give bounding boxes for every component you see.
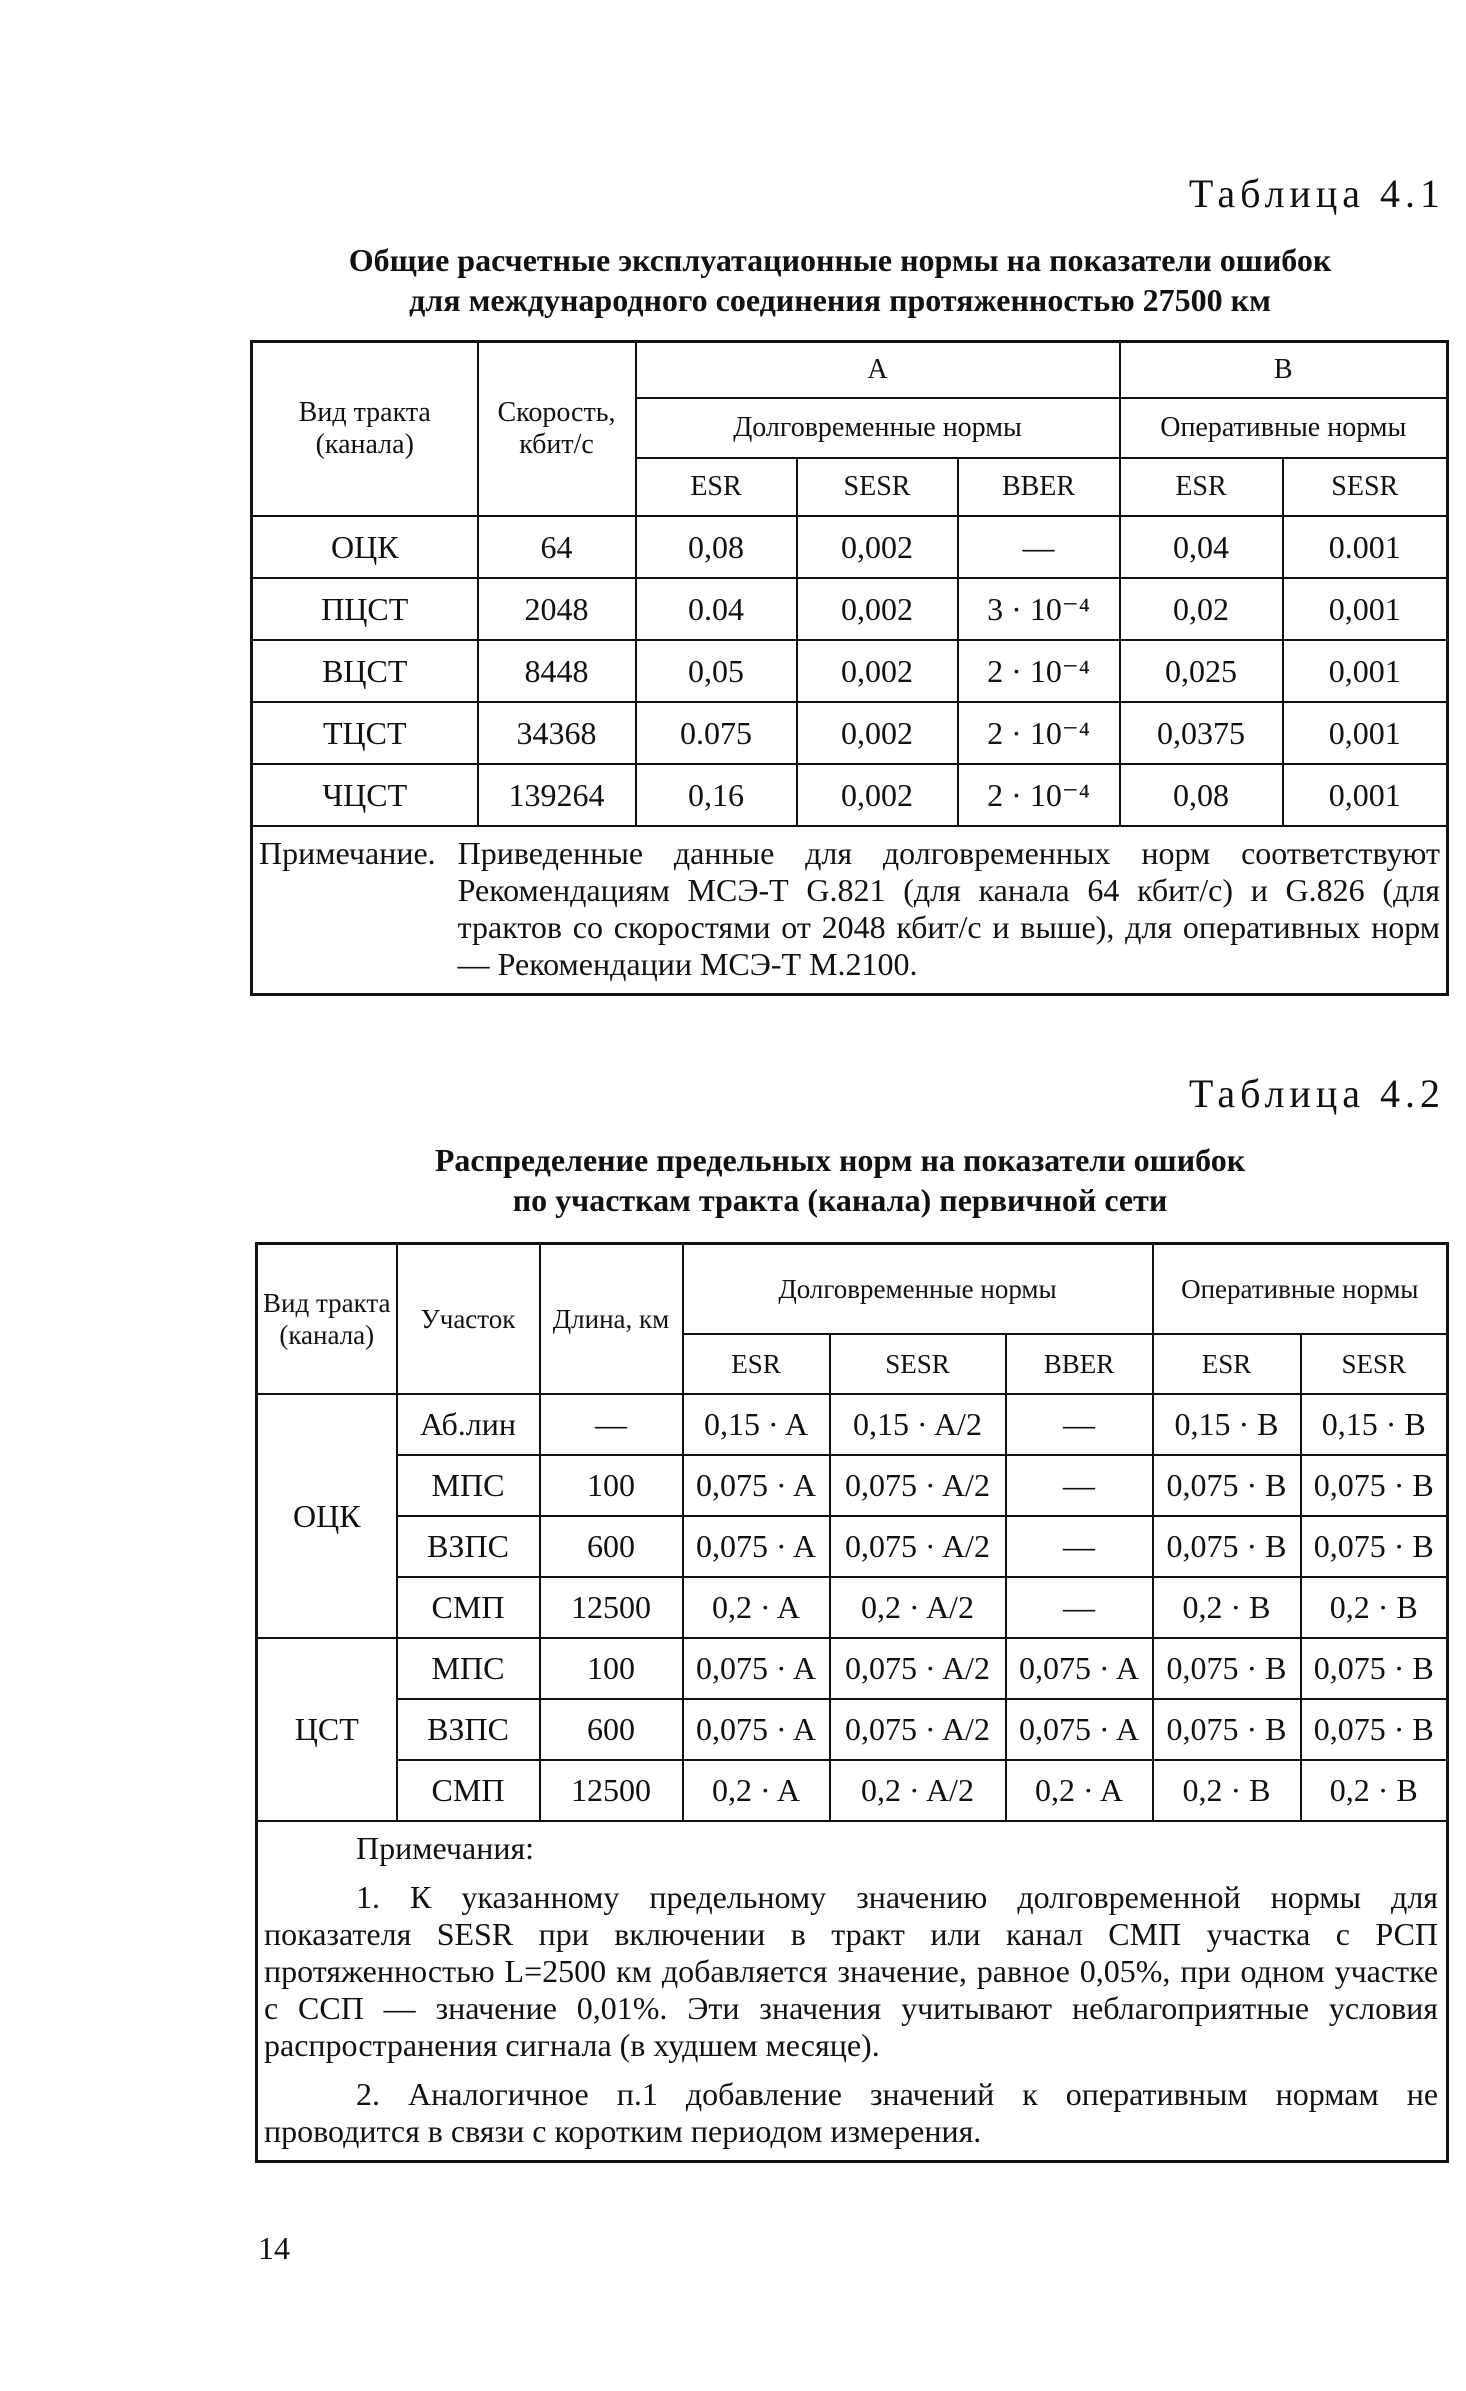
t1-cell-b-sesr: 0,001 [1283,640,1448,702]
t2-header-operative: Оперативные нормы [1153,1244,1448,1334]
t2-cell-section: Аб.лин [397,1394,540,1455]
t2-cell-o-esr: 0,075 · B [1153,1455,1301,1516]
t2-note-1: 1. К указанному предельному значению долговременной нормы для показателя SESR при включении в тракт или канал СМП участка с РСП протяженностью L=2500 км добавляется значение, равное 0,05%, при одном участке с ССП — значение 0,01%. Эти значения учитывают неблагоприятные условия распространения сигнала (в худшем месяце). [264,1878,1439,2063]
table2-title-line1: Распределение предельных норм на показатели ошибок [434,1142,1246,1178]
t1-cell-b-esr: 0,04 [1120,516,1283,578]
t1-header-b-sesr: SESR [1283,458,1448,516]
t1-header-a-bber: BBER [958,458,1120,516]
t2-header-sesr: SESR [830,1334,1006,1394]
t2-cell-esr: 0,075 · A [683,1699,830,1760]
t1-cell-a-bber: 3 · 10⁻⁴ [958,578,1120,640]
t2-cell-bber: 0,2 · A [1006,1760,1153,1821]
t1-cell-b-sesr: 0,001 [1283,764,1448,826]
t1-header-speed: Скорость, кбит/с [478,342,636,516]
t2-cell-length: 100 [540,1455,683,1516]
t1-cell-a-sesr: 0,002 [797,702,958,764]
t1-note-label: Примечание. [259,834,436,871]
t2-cell-length: — [540,1394,683,1455]
t2-cell-sesr: 0,075 · A/2 [830,1699,1006,1760]
t2-header-bber: BBER [1006,1334,1153,1394]
t1-header-a-esr: ESR [636,458,797,516]
t2-cell-bber: — [1006,1455,1153,1516]
table2-number: Таблица 4.2 [1188,1071,1445,1116]
t2-cell-o-sesr: 0,075 · B [1301,1638,1448,1699]
t1-cell-b-sesr: 0,001 [1283,702,1448,764]
t2-header-o-esr: ESR [1153,1334,1301,1394]
t2-cell-section: СМП [397,1577,540,1638]
t2-cell-o-esr: 0,075 · B [1153,1516,1301,1577]
t2-notes-heading: Примечания: [356,1829,535,1866]
t1-note [252,826,1448,995]
table-row [257,1577,1448,1638]
t2-cell-length: 100 [540,1638,683,1699]
t2-cell-length: 600 [540,1516,683,1577]
t1-cell-a-sesr: 0,002 [797,764,958,826]
t2-cell-sesr: 0,2 · A/2 [830,1577,1006,1638]
t1-cell-type: ЧЦСТ [252,764,478,826]
t1-cell-b-esr: 0,025 [1120,640,1283,702]
t1-cell-type: ТЦСТ [252,702,478,764]
t1-cell-a-sesr: 0,002 [797,578,958,640]
table-row [257,1394,1448,1455]
t1-note-text: Приведенные данные для долговременных норм соответствуют Рекомендациям МСЭ-Т G.821 (для канала 64 кбит/с) и G.826 (для трактов со скоростями от 2048 кбит/с и выше), для оперативных норм — Рекомендации МСЭ-Т М.2100. [457,834,1441,982]
t2-cell-length: 12500 [540,1577,683,1638]
t1-cell-type: ОЦК [252,516,478,578]
t1-cell-speed: 2048 [478,578,636,640]
t2-cell-length: 12500 [540,1760,683,1821]
table-row [257,1516,1448,1577]
t2-cell-esr: 0,075 · A [683,1455,830,1516]
t1-cell-speed: 139264 [478,764,636,826]
t2-cell-o-esr: 0,075 · B [1153,1699,1301,1760]
t2-cell-o-esr: 0,2 · B [1153,1577,1301,1638]
t2-cell-o-esr: 0,075 · B [1153,1638,1301,1699]
t2-cell-o-sesr: 0,2 · B [1301,1577,1448,1638]
t2-cell-bber: 0,075 · A [1006,1638,1153,1699]
t2-cell-section: МПС [397,1638,540,1699]
t2-header-esr: ESR [683,1334,830,1394]
table-row [252,702,1448,764]
t2-cell-bber: — [1006,1394,1153,1455]
t2-cell-bber: — [1006,1577,1153,1638]
t1-header-group-b: B [1120,342,1448,398]
t2-cell-esr: 0,075 · A [683,1638,830,1699]
t2-cell-o-esr: 0,15 · B [1153,1394,1301,1455]
table1-title-line1: Общие расчетные эксплуатационные нормы на показатели ошибок [348,242,1332,278]
t2-header-length: Длина, км [540,1244,683,1394]
t1-cell-a-esr: 0.075 [636,702,797,764]
t2-cell-section: ВЗПС [397,1699,540,1760]
t1-cell-b-sesr: 0,001 [1283,578,1448,640]
t2-cell-bber: 0,075 · A [1006,1699,1153,1760]
t1-cell-speed: 64 [478,516,636,578]
table-row [257,1455,1448,1516]
t2-cell-sesr: 0,075 · A/2 [830,1516,1006,1577]
t1-cell-a-esr: 0,05 [636,640,797,702]
table-row [252,764,1448,826]
t2-group-type: ЦСТ [257,1638,397,1821]
page-number: 14 [258,2230,290,2266]
t1-header-group-a: A [636,342,1120,398]
t2-cell-section: ВЗПС [397,1516,540,1577]
t2-notes [257,1821,1448,2162]
t2-cell-o-sesr: 0,075 · B [1301,1516,1448,1577]
t1-cell-b-esr: 0,02 [1120,578,1283,640]
t1-cell-a-sesr: 0,002 [797,516,958,578]
table-row [257,1638,1448,1699]
table-row [252,640,1448,702]
table1-number: Таблица 4.1 [1188,171,1445,216]
table2-title-line2: по участкам тракта (канала) первичной сети [512,1182,1168,1218]
t2-cell-esr: 0,2 · A [683,1577,830,1638]
t2-cell-o-sesr: 0,075 · B [1301,1699,1448,1760]
t1-cell-a-bber: 2 · 10⁻⁴ [958,702,1120,764]
t1-cell-a-esr: 0.04 [636,578,797,640]
t2-group-type: ОЦК [257,1394,397,1638]
t1-cell-type: ПЦСТ [252,578,478,640]
table2 [255,1242,1449,2163]
t1-header-a-sesr: SESR [797,458,958,516]
table1-title [240,240,1440,320]
t2-cell-o-sesr: 0,2 · B [1301,1760,1448,1821]
table-row [257,1760,1448,1821]
t2-cell-sesr: 0,075 · A/2 [830,1455,1006,1516]
t2-header-o-sesr: SESR [1301,1334,1448,1394]
t1-cell-a-sesr: 0,002 [797,640,958,702]
table2-title [240,1140,1440,1220]
t1-header-path-type: Вид тракта (канала) [252,342,478,516]
t2-cell-o-sesr: 0,075 · B [1301,1455,1448,1516]
t2-cell-sesr: 0,2 · A/2 [830,1760,1006,1821]
t2-cell-o-sesr: 0,15 · B [1301,1394,1448,1455]
t2-cell-o-esr: 0,2 · B [1153,1760,1301,1821]
t2-header-section: Участок [397,1244,540,1394]
t1-header-operative: Оперативные нормы [1120,398,1448,458]
table1 [250,340,1449,996]
t2-cell-sesr: 0,075 · A/2 [830,1638,1006,1699]
t1-cell-b-sesr: 0.001 [1283,516,1448,578]
table1-title-line2: для международного соединения протяженностью 27500 км [409,282,1271,318]
t2-header-long-term: Долговременные нормы [683,1244,1153,1334]
t2-cell-bber: — [1006,1516,1153,1577]
t2-cell-esr: 0,2 · A [683,1760,830,1821]
t1-cell-b-esr: 0,08 [1120,764,1283,826]
t2-cell-section: МПС [397,1455,540,1516]
t2-cell-esr: 0,15 · A [683,1394,830,1455]
t1-cell-speed: 34368 [478,702,636,764]
t1-cell-a-esr: 0,08 [636,516,797,578]
table-row [257,1699,1448,1760]
t1-cell-b-esr: 0,0375 [1120,702,1283,764]
t2-cell-section: СМП [397,1760,540,1821]
t1-header-b-esr: ESR [1120,458,1283,516]
t1-cell-a-bber: — [958,516,1120,578]
t2-cell-esr: 0,075 · A [683,1516,830,1577]
t1-cell-a-esr: 0,16 [636,764,797,826]
table-row [252,578,1448,640]
t2-note-2: 2. Аналогичное п.1 добавление значений к оперативным нормам не проводится в связи с коротким периодом измерения. [264,2075,1439,2149]
t1-cell-speed: 8448 [478,640,636,702]
t1-cell-a-bber: 2 · 10⁻⁴ [958,640,1120,702]
t1-cell-a-bber: 2 · 10⁻⁴ [958,764,1120,826]
t1-cell-type: ВЦСТ [252,640,478,702]
t2-cell-sesr: 0,15 · A/2 [830,1394,1006,1455]
t1-header-long-term: Долговременные нормы [636,398,1120,458]
t2-cell-length: 600 [540,1699,683,1760]
t2-header-path-type: Вид тракта (канала) [257,1244,397,1394]
table-row [252,516,1448,578]
